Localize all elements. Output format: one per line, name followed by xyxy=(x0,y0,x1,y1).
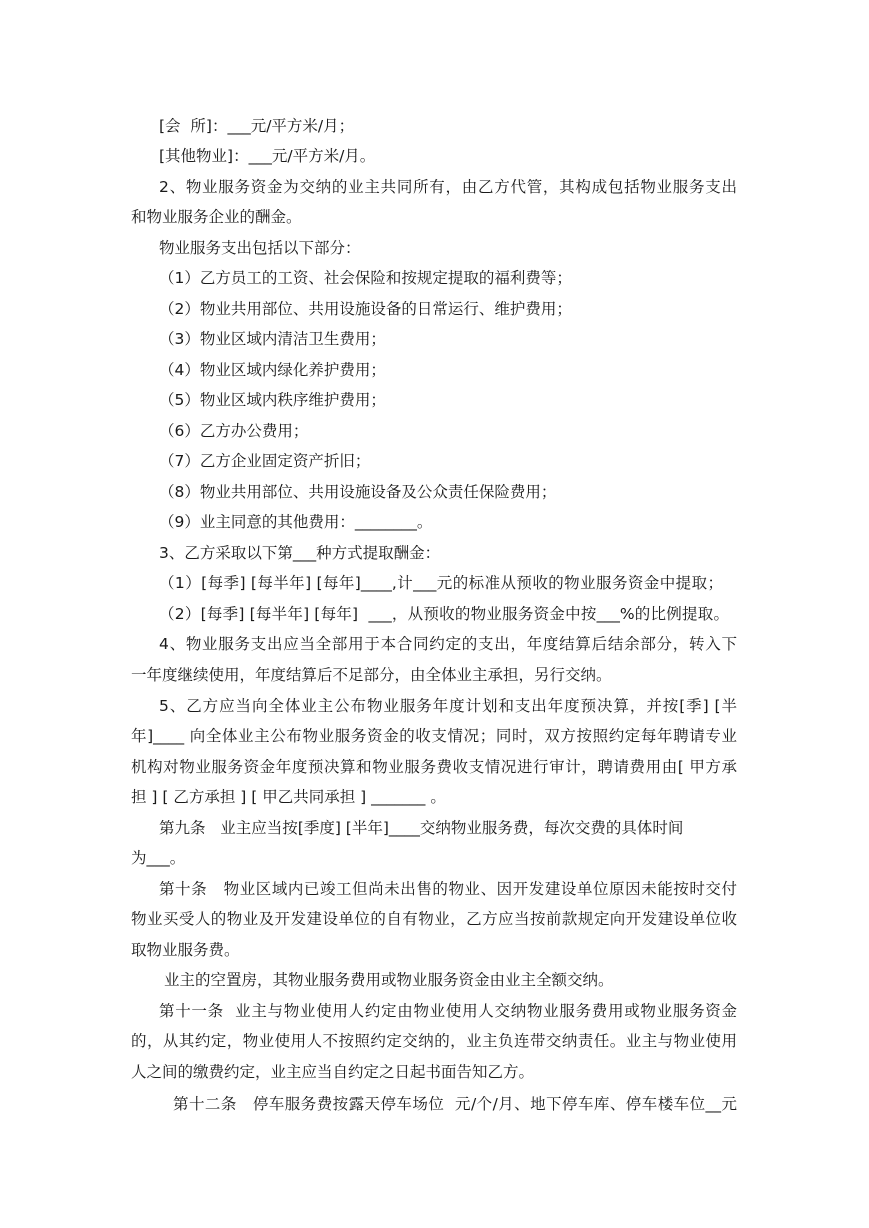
text-line: 物业服务支出包括以下部分： xyxy=(159,239,361,257)
text-line: 人之间的缴费约定，业主应当自约定之日起书面告知乙方。 xyxy=(131,1063,535,1081)
text-line: 一年度继续使用，年度结算后不足部分，由全体业主承担，另行交纳。 xyxy=(131,666,612,684)
text-line: （8）物业共用部位、共用设施设备及公众责任保险费用； xyxy=(159,483,557,501)
text-line: 的，从其约定，物业使用人不按照约定交纳的，业主负连带交纳责任。业主与物业使用 xyxy=(131,1032,737,1050)
text-line: 物业买受人的物业及开发建设单位的自有物业，乙方应当按前款规定向开发建设单位收 xyxy=(131,910,737,928)
text-line: 第十条 物业区域内已竣工但尚未出售的物业、因开发建设单位原因未能按时交付 xyxy=(159,880,737,898)
text-line: 和物业服务企业的酬金。 xyxy=(131,208,302,226)
text-line: （3）物业区域内清洁卫生费用； xyxy=(159,330,386,348)
text-line: （4）物业区域内绿化养护费用； xyxy=(159,361,386,379)
text-line: （1）[每季] [每半年] [每年]____,计___元的标准从预收的物业服务资金中提取； xyxy=(159,574,723,592)
text-line: 第十一条 业主与物业使用人约定由物业使用人交纳物业服务费用或物业服务资金 xyxy=(159,1002,737,1020)
text-line: 担 ] [ 乙方承担 ] [ 甲乙共同承担 ] _______ 。 xyxy=(131,788,446,806)
text-line: 机构对物业服务资金年度预决算和物业服务费收支情况进行审计，聘请费用由[ 甲方承 xyxy=(131,758,737,776)
text-line: （9）业主同意的其他费用：________。 xyxy=(159,513,433,531)
text-line: （6）乙方办公费用； xyxy=(159,422,309,440)
text-line: [其他物业]：___元/平方米/月。 xyxy=(159,147,376,165)
text-line: 年]____ 向全体业主公布物业服务资金的收支情况；同时，双方按照约定每年聘请专业 xyxy=(131,727,737,745)
text-line: 5、乙方应当向全体业主公布物业服务年度计划和支出年度预决算，并按[季] [半 xyxy=(159,697,737,715)
text-line: （2）物业共用部位、共用设施设备的日常运行、维护费用； xyxy=(159,300,572,318)
text-line: 第十二条 停车服务费按露天停车场位 元/个/月、地下停车库、停车楼车位__元 xyxy=(173,1095,737,1113)
text-line: 3、乙方采取以下第___种方式提取酬金： xyxy=(159,544,441,562)
text-line: 2、物业服务资金为交纳的业主共同所有，由乙方代管，其构成包括物业服务支出 xyxy=(159,178,737,196)
text-line: [会 所]：___元/平方米/月； xyxy=(159,117,355,135)
text-line: （2）[每季] [每半年] [每年] ___，从预收的物业服务资金中按___%的比例提取。 xyxy=(159,605,729,623)
text-line: 取物业服务费。 xyxy=(131,941,240,959)
text-line: 为___。 xyxy=(131,849,186,867)
text-line: （5）物业区域内秩序维护费用； xyxy=(159,391,386,409)
text-line: 业主的空置房，其物业服务费用或物业服务资金由业主全额交纳。 xyxy=(164,971,614,989)
text-line: （7）乙方企业固定资产折旧； xyxy=(159,452,371,470)
text-line: 4、物业服务支出应当全部用于本合同约定的支出，年度结算后结余部分，转入下 xyxy=(159,635,737,653)
text-line: （1）乙方员工的工资、社会保险和按规定提取的福利费等； xyxy=(159,269,572,287)
text-line: 第九条 业主应当按[季度] [半年]____交纳物业服务费，每次交费的具体时间 xyxy=(159,819,684,837)
